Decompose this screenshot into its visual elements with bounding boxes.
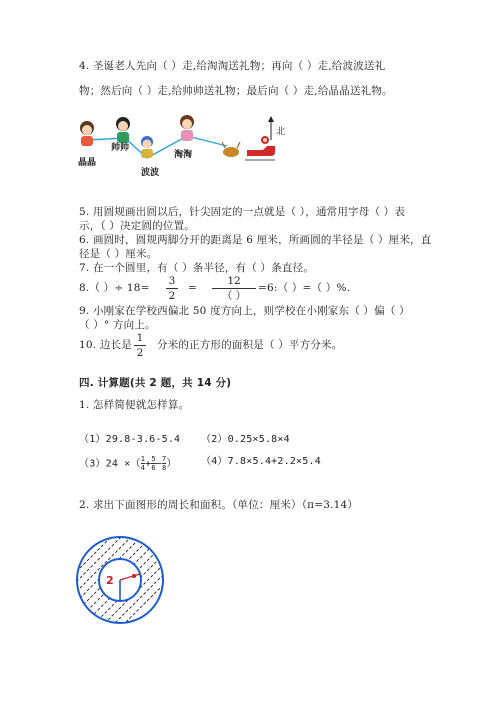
- santa-route-figure: [75, 110, 290, 182]
- route-line: [87, 136, 227, 158]
- calc-problem-3: [79, 455, 177, 472]
- label-north: 北: [276, 127, 286, 137]
- p3-fraction-2: $\frac{5}{6}$: [151, 455, 156, 472]
- point-marker-icon: [132, 574, 136, 578]
- p3-suffix: ）: [166, 458, 177, 470]
- section4-q1-title: 1. 怎样简便就怎样算。: [79, 399, 190, 411]
- label-jingjing: 晶晶: [78, 158, 97, 168]
- p3-fraction-3: $\frac{7}{8}$: [162, 455, 167, 472]
- q8-prefix: 8.（ ）÷ 18=: [79, 282, 150, 294]
- north-arrow-icon: [268, 116, 274, 140]
- q8-frac2-den: （ ）: [221, 290, 247, 302]
- santa-sleigh-icon: [222, 136, 275, 160]
- p3-minus: −: [155, 458, 163, 470]
- section4-q2-title: 2. 求出下面图形的周长和面积。（单位：厘米）（π=3.14）: [79, 499, 359, 511]
- q10-frac-num: 1: [136, 332, 144, 344]
- q10-prefix: 10. 边长是: [79, 339, 132, 351]
- q8-equals: =: [188, 282, 197, 294]
- q8-frac2-num: 12: [227, 275, 241, 287]
- q4-line2: 物；然后向（ ）走,给帅帅送礼物；最后向（ ）走,给晶晶送礼物。: [79, 85, 393, 97]
- p3-prefix: （3）24 ×（: [79, 458, 141, 470]
- child-jingjing-icon: [80, 121, 94, 146]
- q10-suffix: 分米的正方形的面积是（ ）平方分米。: [157, 339, 343, 351]
- q9-line2: （ ）° 方向上。: [79, 319, 156, 331]
- child-bobo-icon: [141, 136, 153, 158]
- label-shuaishuai: 帅帅: [111, 143, 130, 153]
- q4-line1: 4. 圣诞老人先向（ ）走,给淘淘送礼物；再向（ ）走,给波波送礼: [79, 60, 386, 72]
- q8-frac1-den: 2: [168, 290, 176, 302]
- calc-problem-2: （2）0.25×5.8×4: [201, 434, 290, 445]
- q5-line2: 示，（ ）决定圆的位置。: [79, 220, 195, 232]
- q5-line1: 5. 用圆规画出圆以后，针尖固定的一点就是（ ），通常用字母（ ）表: [79, 206, 406, 218]
- q10-fraction: [134, 332, 146, 359]
- label-taotao: 淘淘: [174, 150, 193, 160]
- q6-line2: 径是（ ）厘米。: [79, 248, 158, 260]
- q7-line: 7. 在一个圆里，有（ ）条半径，有（ ）条直径。: [79, 262, 315, 274]
- q10-frac-den: 2: [136, 347, 144, 359]
- section4-title: 四. 计算题(共 2 题，共 14 分): [79, 377, 232, 389]
- q9-line1: 9. 小刚家在学校西偏北 50 度方向上，则学校在小刚家东（ ）偏（ ）: [79, 305, 410, 317]
- q8-suffix: =6:（ ）=（ ）%.: [258, 282, 351, 294]
- annulus-figure: [74, 534, 166, 626]
- label-bobo: 波波: [141, 168, 160, 178]
- child-taotao-icon: [180, 115, 194, 141]
- q6-line1: 6. 画圆时，圆规两脚分开的距离是 6 厘米，所画圆的半径是（ ）厘米，直: [79, 234, 432, 246]
- p3-plus: +: [145, 458, 152, 470]
- q8-fraction-2: [212, 275, 256, 302]
- calc-problem-1: （1）29.8-3.6-5.4: [79, 434, 181, 445]
- p3-fraction-1: $\frac{1}{4}$: [140, 455, 146, 472]
- q8-fraction-1: [166, 275, 178, 302]
- figure-radius-label: 2: [106, 574, 114, 587]
- q8-frac1-num: 3: [168, 275, 176, 287]
- calc-problem-4: （4）7.8×5.4+2.2×5.4: [201, 456, 321, 467]
